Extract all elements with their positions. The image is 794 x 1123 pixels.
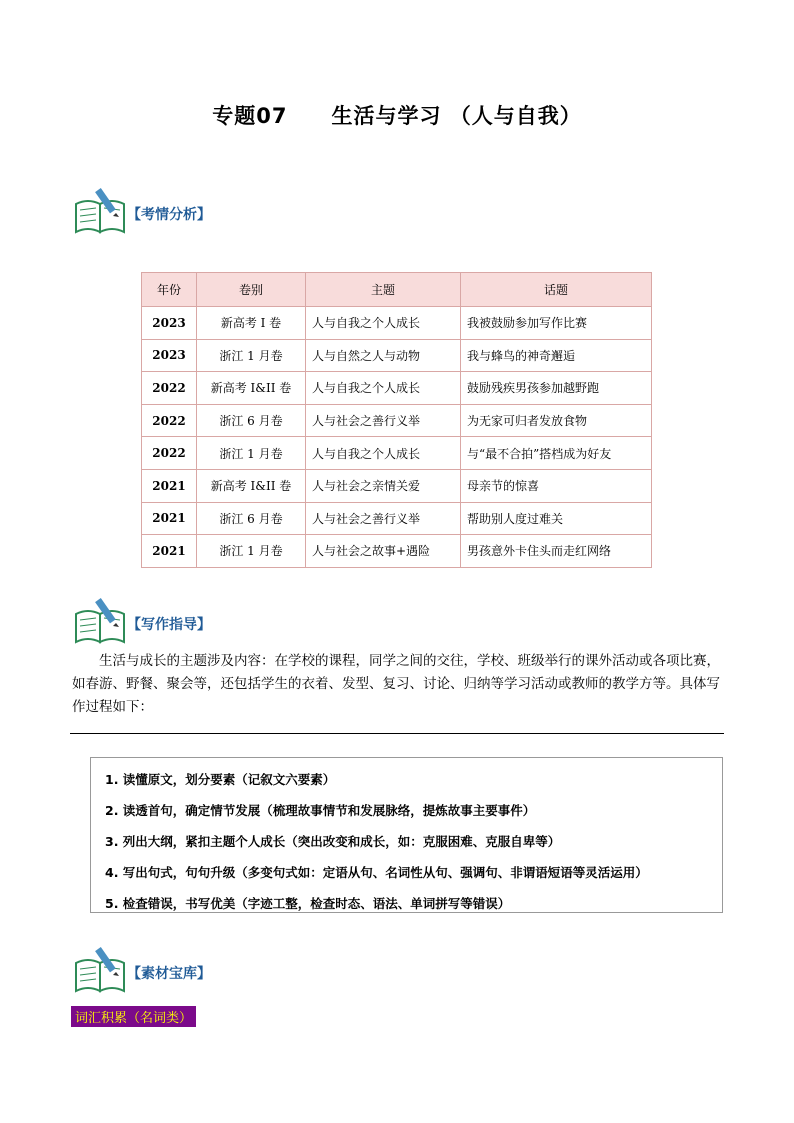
cell-topic: 母亲节的惊喜 [461, 469, 652, 502]
cell-paper: 浙江 6 月卷 [197, 404, 306, 437]
cell-year: 2022 [142, 404, 197, 437]
cell-topic: 帮助别人度过难关 [461, 502, 652, 535]
table-row [142, 307, 652, 340]
title-topic: 专题07 [212, 104, 288, 128]
cell-topic: 与“最不合拍”搭档成为好友 [461, 437, 652, 470]
table-row [142, 469, 652, 502]
divider [70, 733, 724, 734]
table-row [142, 339, 652, 372]
book-pen-icon [72, 596, 130, 646]
cell-theme: 人与社会之善行义举 [306, 502, 461, 535]
title-name: 生活与学习 （人与自我） [331, 104, 582, 128]
step-item: 3. 列出大纲，紧扣主题个人成长（突出改变和成长，如：克服困难、克服自卑等） [105, 834, 561, 849]
cell-theme: 人与自我之个人成长 [306, 372, 461, 405]
cell-paper: 新高考 I&II 卷 [197, 372, 306, 405]
step-item: 2. 读透首句，确定情节发展（梳理故事情节和发展脉络，提炼故事主要事件） [105, 803, 536, 818]
cell-paper: 浙江 6 月卷 [197, 502, 306, 535]
cell-year: 2023 [142, 307, 197, 340]
cell-paper: 浙江 1 月卷 [197, 339, 306, 372]
cell-paper: 浙江 1 月卷 [197, 535, 306, 568]
table-row [142, 372, 652, 405]
cell-topic: 为无家可归者发放食物 [461, 404, 652, 437]
section-guide-header [72, 596, 372, 646]
writing-steps-box [90, 757, 723, 913]
cell-topic: 鼓励残疾男孩参加越野跑 [461, 372, 652, 405]
cell-year: 2021 [142, 469, 197, 502]
col-header-topic: 话题 [461, 273, 652, 307]
col-header-theme: 主题 [306, 273, 461, 307]
cell-year: 2021 [142, 502, 197, 535]
book-pen-icon [72, 945, 130, 995]
cell-paper: 新高考 I 卷 [197, 307, 306, 340]
book-pen-icon [72, 186, 130, 236]
table-row [142, 404, 652, 437]
cell-theme: 人与自然之人与动物 [306, 339, 461, 372]
table-row [142, 437, 652, 470]
cell-theme: 人与社会之亲情关爱 [306, 469, 461, 502]
col-header-paper: 卷别 [197, 273, 306, 307]
table-header-row [142, 273, 652, 307]
step-item: 4. 写出句式，句句升级（多变句式如：定语从句、名词性从句、强调句、非谓语短语等灵活运用） [105, 865, 648, 880]
table-row [142, 502, 652, 535]
step-item: 5. 检查错误，书写优美（字迹工整，检查时态、语法、单词拼写等错误） [105, 896, 511, 911]
cell-theme: 人与自我之个人成长 [306, 307, 461, 340]
vocab-category-tag: 词汇积累（名词类） [71, 1006, 196, 1027]
section-material-label: 【素材宝库】 [127, 966, 211, 982]
section-material-header [72, 945, 372, 995]
step-item: 1. 读懂原文，划分要素（记叙文六要素） [105, 772, 336, 787]
section-analysis-label: 【考情分析】 [127, 207, 211, 223]
cell-topic: 我被鼓励参加写作比赛 [461, 307, 652, 340]
cell-topic: 我与蜂鸟的神奇邂逅 [461, 339, 652, 372]
cell-topic: 男孩意外卡住头而走红网络 [461, 535, 652, 568]
cell-paper: 浙江 1 月卷 [197, 437, 306, 470]
col-header-year: 年份 [142, 273, 197, 307]
cell-year: 2022 [142, 372, 197, 405]
cell-theme: 人与社会之故事+遇险 [306, 535, 461, 568]
section-guide-label: 【写作指导】 [127, 617, 211, 633]
cell-year: 2022 [142, 437, 197, 470]
cell-year: 2023 [142, 339, 197, 372]
section-analysis-header [72, 186, 372, 236]
cell-year: 2021 [142, 535, 197, 568]
cell-paper: 新高考 I&II 卷 [197, 469, 306, 502]
exam-topics-table [141, 272, 652, 568]
table-row [142, 535, 652, 568]
page-title [0, 100, 794, 130]
guide-paragraph: 生活与成长的主题涉及内容：在学校的课程，同学之间的交往，学校、班级举行的课外活动或各项比赛，如春游、野餐、聚会等，还包括学生的衣着、发型、复习、讨论、归纳等学习活动或教师的教学方等。具体写作过程如下： [72, 653, 720, 715]
cell-theme: 人与自我之个人成长 [306, 437, 461, 470]
cell-theme: 人与社会之善行义举 [306, 404, 461, 437]
